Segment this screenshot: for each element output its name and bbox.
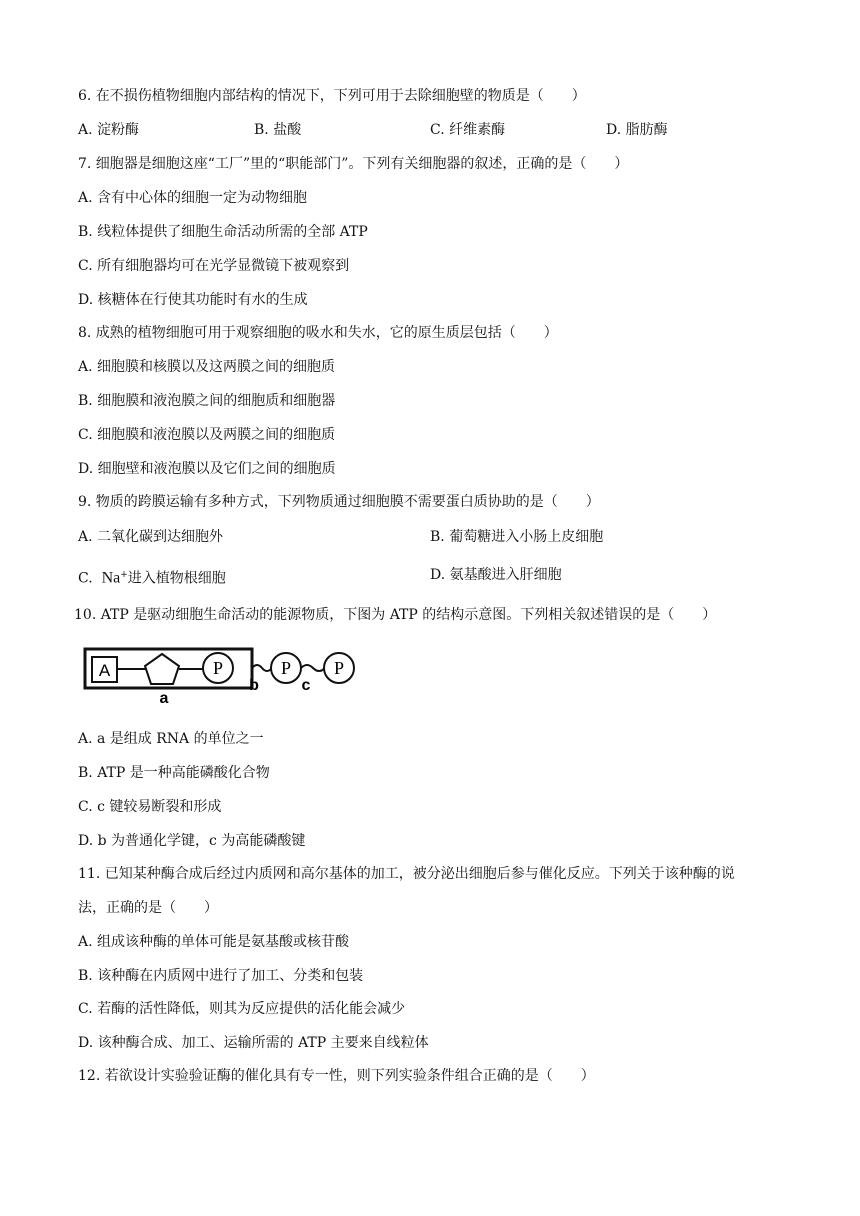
q12-stem: 12. 若欲设计实验验证酶的催化具有专一性，则下列实验条件组合正确的是（ ）	[78, 1068, 595, 1084]
q8-option-c: C. 细胞膜和液泡膜以及两膜之间的细胞质	[78, 427, 336, 443]
q10-option-b: B. ATP 是一种高能磷酸化合物	[78, 765, 270, 781]
q6-option-c: C. 纤维素酶	[430, 122, 506, 138]
sodium-ion-symbol: Na	[101, 569, 121, 587]
q9-option-b: B. 葡萄糖进入小肠上皮细胞	[430, 529, 604, 545]
ribose-pentagon	[145, 654, 179, 684]
q9-option-c-text: 进入植物根细胞	[127, 570, 226, 587]
q10-option-a: A. a 是组成 RNA 的单位之一	[78, 731, 264, 747]
q7-stem: 7. 细胞器是细胞这座“工厂”里的“职能部门”。下列有关细胞器的叙述，正确的是（ ）	[78, 156, 629, 172]
q11-stem-line2: 法，正确的是（ ）	[78, 900, 218, 916]
label-b: b	[249, 677, 259, 694]
q11-option-c: C. 若酶的活性降低，则其为反应提供的活化能会减少	[78, 1001, 406, 1017]
atp-structure-diagram	[82, 646, 358, 704]
label-a: a	[159, 690, 169, 704]
q10-option-d: D. b 为普通化学键，c 为高能磷酸键	[78, 833, 306, 849]
q11-option-a: A. 组成该种酶的单体可能是氨基酸或核苷酸	[78, 934, 350, 950]
phosphate-3-label: P	[333, 658, 345, 678]
bond-c	[301, 665, 325, 671]
q6-option-b: B. 盐酸	[254, 122, 302, 138]
sodium-ion-charge: +	[120, 570, 128, 580]
q8-option-b: B. 细胞膜和液泡膜之间的细胞质和细胞器	[78, 393, 336, 409]
q6-stem: 6. 在不损伤植物细胞内部结构的情况下，下列可用于去除细胞壁的物质是（ ）	[78, 88, 586, 104]
q8-option-d: D. 细胞壁和液泡膜以及它们之间的细胞质	[78, 461, 336, 477]
q8-option-a: A. 细胞膜和核膜以及这两膜之间的细胞质	[78, 359, 336, 375]
q9-option-c-label: C.	[78, 570, 93, 587]
phosphate-1-label: P	[212, 658, 224, 678]
phosphate-2-label: P	[280, 658, 292, 678]
q9-option-d: D. 氨基酸进入肝细胞	[430, 567, 562, 583]
label-c: c	[301, 677, 311, 694]
q9-option-a: A. 二氧化碳到达细胞外	[78, 529, 224, 545]
q8-stem: 8. 成熟的植物细胞可用于观察细胞的吸水和失水，它的原生质层包括（ ）	[78, 325, 558, 341]
q7-option-a: A. 含有中心体的细胞一定为动物细胞	[78, 190, 308, 206]
q6-option-a: A. 淀粉酶	[78, 122, 140, 138]
q9-stem: 9. 物质的跨膜运输有多种方式，下列物质通过细胞膜不需要蛋白质协助的是（ ）	[78, 494, 600, 510]
q10-stem: 10. ATP 是驱动细胞生命活动的能源物质，下图为 ATP 的结构示意图。下列相关叙述错误的是（ ）	[74, 607, 717, 623]
q9-option-c	[78, 565, 226, 589]
q11-option-d: D. 该种酶合成、加工、运输所需的 ATP 主要来自线粒体	[78, 1035, 429, 1051]
adenine-label: A	[98, 661, 111, 680]
bond-b	[252, 665, 272, 671]
q6-option-d: D. 脂肪酶	[606, 122, 668, 138]
q11-option-b: B. 该种酶在内质网中进行了加工、分类和包装	[78, 968, 364, 984]
q11-stem-line1: 11. 已知某种酶合成后经过内质网和高尔基体的加工，被分泌出细胞后参与催化反应。下列关于该种酶的说	[78, 866, 735, 882]
q7-option-b: B. 线粒体提供了细胞生命活动所需的全部 ATP	[78, 224, 368, 240]
q7-option-d: D. 核糖体在行使其功能时有水的生成	[78, 292, 308, 308]
q7-option-c: C. 所有细胞器均可在光学显微镜下被观察到	[78, 258, 350, 274]
q10-option-c: C. c 键较易断裂和形成	[78, 799, 222, 815]
